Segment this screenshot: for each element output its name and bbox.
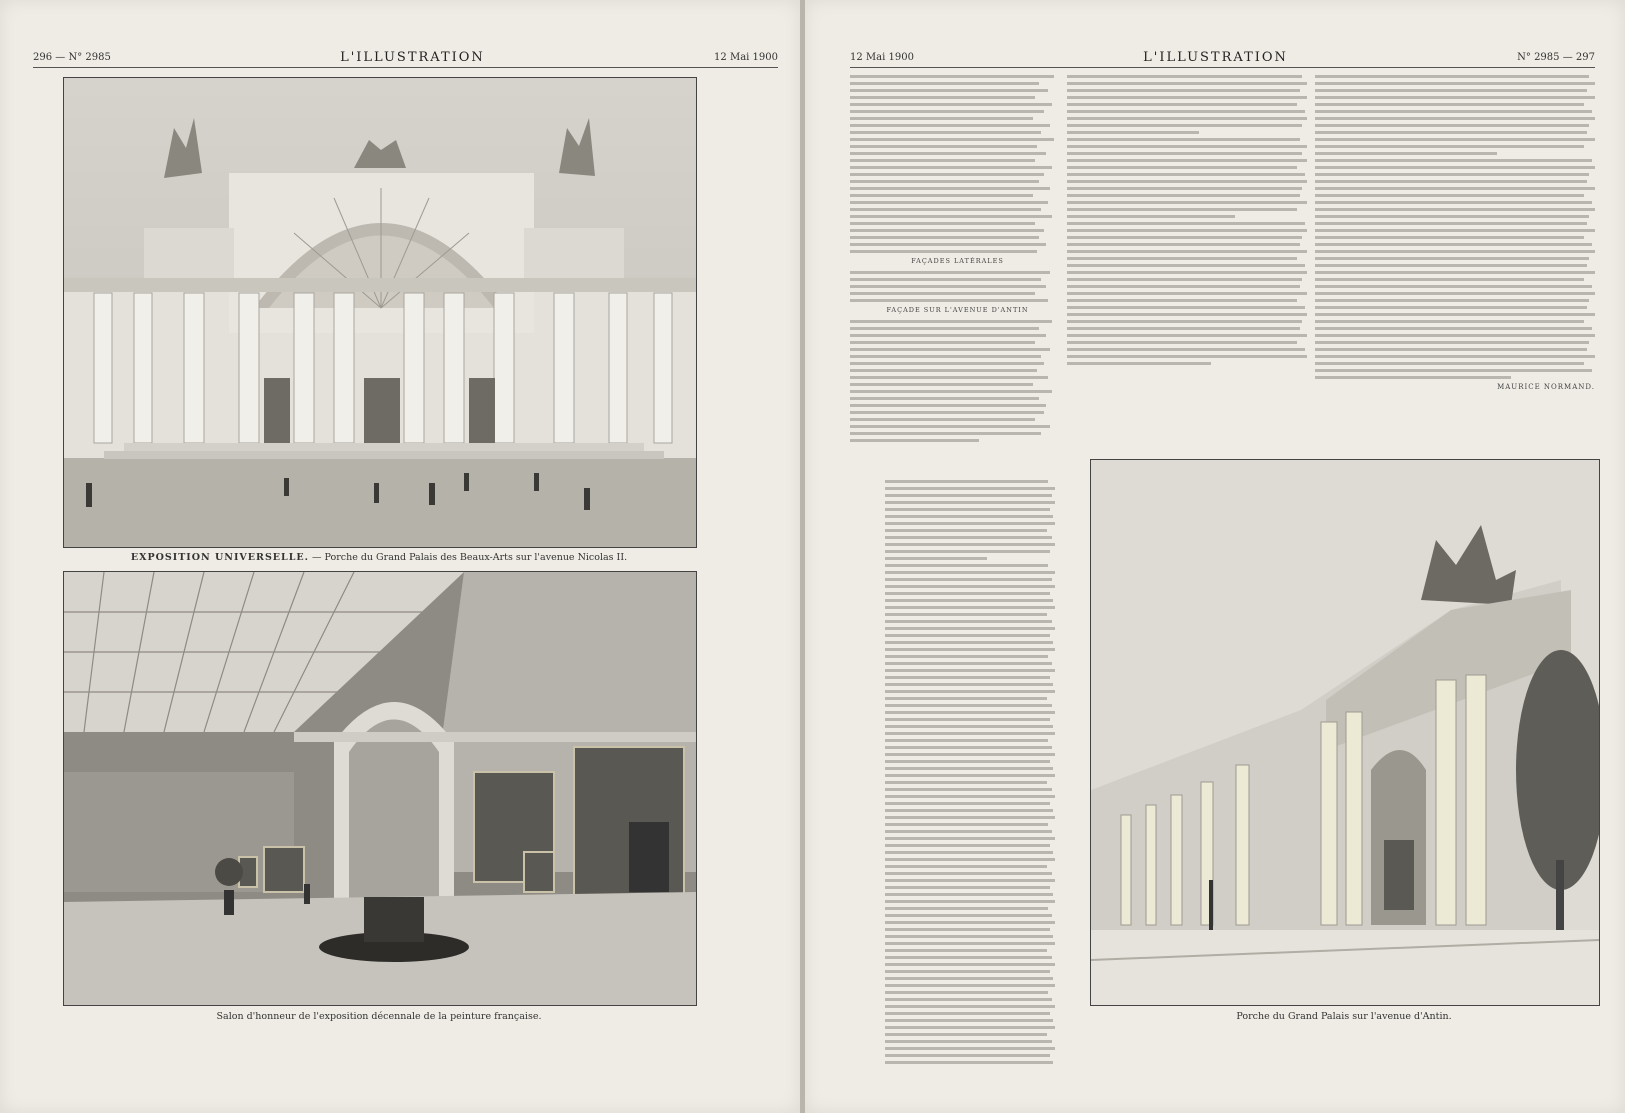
caption-top-photo [63, 552, 695, 563]
column-statue-list [850, 75, 1065, 446]
photo-salon-honneur [63, 571, 697, 1006]
left-head-rule [33, 67, 778, 68]
left-date: 12 Mai 1900 [714, 51, 778, 63]
left-page-number: 296 — N° 2985 [33, 51, 111, 63]
section-facade-antin: FAÇADE SUR L'AVENUE D'ANTIN [886, 306, 1029, 314]
column-body-left [885, 480, 1055, 1068]
caption-right-photo: Porche du Grand Palais sur l'avenue d'Antin. [1236, 1011, 1452, 1022]
right-head-rule [850, 67, 1595, 68]
right-page-number: N° 2985 — 297 [1517, 51, 1595, 63]
left-running-head [33, 50, 778, 64]
right-running-head [850, 50, 1595, 64]
left-page [0, 0, 800, 1113]
photo-porch-antin [1090, 459, 1600, 1006]
right-page [805, 0, 1625, 1113]
caption-heading: EXPOSITION UNIVERSELLE. [130, 552, 309, 563]
left-masthead: L'ILLUSTRATION [340, 49, 485, 65]
author-signature: MAURICE NORMAND. [1497, 383, 1595, 391]
photo-grand-palais-porch [63, 77, 697, 548]
caption-top-text: — Porche du Grand Palais des Beaux-Arts sur l'avenue Nicolas II. [308, 552, 628, 563]
column-body-middle [1067, 75, 1307, 369]
right-masthead: L'ILLUSTRATION [1143, 49, 1288, 65]
column-body-right [1315, 75, 1595, 391]
caption-bottom-photo: Salon d'honneur de l'exposition décennale de la peinture française. [216, 1011, 542, 1022]
section-facades-laterales: FAÇADES LATÉRALES [911, 257, 1004, 265]
right-date: 12 Mai 1900 [850, 51, 914, 63]
